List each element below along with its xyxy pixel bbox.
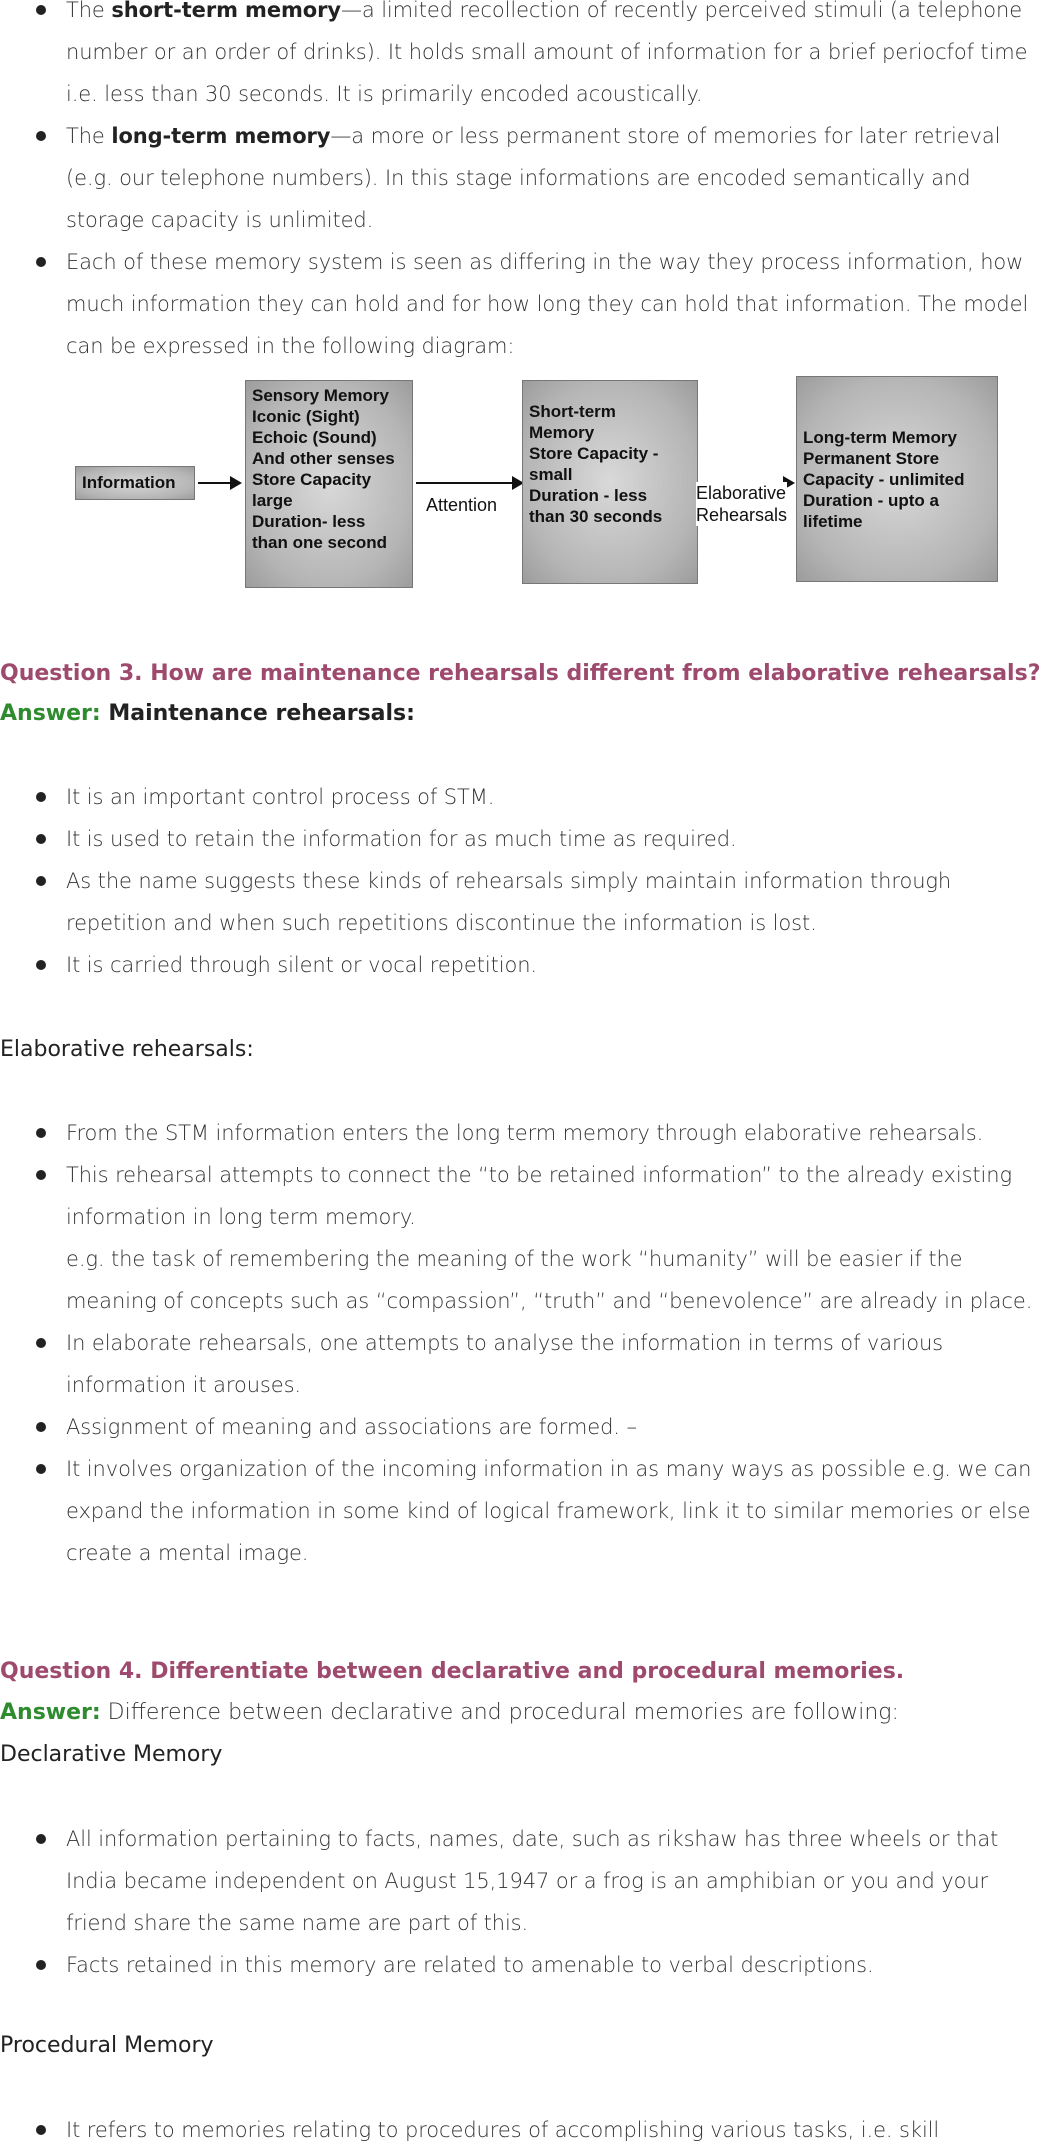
long-term-line: Duration - upto a	[803, 491, 939, 510]
short-term-line: Store Capacity -	[529, 444, 659, 463]
procedural-heading: Procedural Memory	[0, 2033, 214, 2058]
sensory-line: Store Capacity	[252, 470, 372, 489]
attention-label: Attention	[426, 495, 498, 515]
list-item	[0, 1154, 1055, 1322]
sensory-memory-box	[245, 380, 413, 588]
elaborative-rehearsals-list	[0, 1112, 1055, 1574]
short-term-line: Duration - less	[529, 486, 648, 505]
long-term-line: Long-term Memory	[803, 428, 957, 447]
short-term-line: than 30 seconds	[529, 507, 663, 526]
list-item: As the name suggests these kinds of rehearsals simply maintain information through repetition and when such repetitions discontinue the information is lost.	[0, 860, 1055, 944]
term-long-term-memory: long-term memory	[111, 124, 331, 148]
answer-label: Answer:	[0, 1700, 101, 1725]
list-item: From the STM information enters the long term memory through elaborative rehearsals.	[0, 1112, 1055, 1154]
question-3: Question 3. How are maintenance rehearsals different from elaborative rehearsals?	[0, 661, 1041, 686]
term-short-term-memory: short-term memory	[111, 0, 341, 22]
answer-text: Difference between declarative and procedural memories are following:	[100, 1700, 899, 1725]
short-term-line: Memory	[529, 423, 595, 442]
answer-4	[0, 1693, 899, 1733]
list-item-each-system: Each of these memory system is seen as differing in the way they process information, how much information they can hold and for how long they can hold that information. The model can be expressed in the following diagram:	[0, 241, 1055, 367]
long-term-line: Permanent Store	[803, 449, 940, 468]
answer-label: Answer:	[0, 701, 101, 726]
sensory-line: Sensory Memory	[252, 386, 389, 405]
list-item: Facts retained in this memory are related to amenable to verbal descriptions.	[0, 1944, 1055, 1986]
list-item: It is an important control process of STM.	[0, 776, 1055, 818]
bullet-text: The	[66, 0, 112, 22]
question-4: Question 4. Differentiate between declarative and procedural memories.	[0, 1659, 905, 1684]
declarative-heading: Declarative Memory	[0, 1742, 223, 1767]
elaborative-line: Elaborative	[696, 483, 787, 503]
sensory-line: And other senses	[252, 449, 395, 468]
long-term-line: lifetime	[803, 512, 863, 531]
bullet-text: This rehearsal attempts to connect the “to be retained information” to the already existing information in long term memory.	[66, 1163, 1012, 1229]
short-term-line: Short-term	[529, 402, 616, 421]
arrow-icon	[198, 482, 240, 484]
list-item: It is used to retain the information for as much time as required.	[0, 818, 1055, 860]
memory-model-diagram	[60, 372, 1010, 592]
bullet-text: —a limited recollection of recently perceived stimuli (a telephone number or an order of drinks). It holds small amount of information for a brief periocfof time i.e. less than 30 seconds. It is primarily encoded acoustically.	[66, 0, 1028, 106]
long-term-memory-box	[796, 376, 998, 582]
elaborative-heading: Elaborative rehearsals:	[0, 1037, 254, 1062]
elaborative-line: Rehearsals	[696, 505, 788, 525]
list-item: It refers to memories relating to procedures of accomplishing various tasks, i.e. skill	[0, 2109, 1055, 2151]
example-text: e.g. the task of remembering the meaning of the work “humanity” will be easier if the meaning of concepts such as “compassion”, “truth” and “benevolence” are already in place.	[66, 1247, 1033, 1313]
list-item: All information pertaining to facts, names, date, such as rikshaw has three wheels or that India became independent on August 15,1947 or a frog is an amphibian or you and your friend share the same name are part of this.	[0, 1818, 1055, 1944]
sensory-line: than one second	[252, 533, 388, 552]
information-box	[75, 466, 195, 500]
sensory-line: Echoic (Sound)	[252, 428, 377, 447]
answer-3	[0, 694, 415, 734]
bullet-text: —a more or less permanent store of memories for later retrieval (e.g. our telephone numbers). In this stage informations are encoded semantically and storage capacity is unlimited.	[66, 124, 1001, 232]
sensory-line: Iconic (Sight)	[252, 407, 360, 426]
arrow-icon	[416, 482, 522, 484]
maintenance-rehearsals-list	[0, 776, 1055, 986]
information-label: Information	[82, 473, 176, 492]
list-item: It is carried through silent or vocal repetition.	[0, 944, 1055, 986]
maintenance-heading: Maintenance rehearsals:	[100, 701, 415, 726]
list-item: It involves organization of the incoming information in as many ways as possible e.g. we can expand the information in some kind of logical framework, link it to similar memories or else create a mental image.	[0, 1448, 1055, 1574]
sensory-line: large	[252, 491, 293, 510]
bullet-text: The	[66, 124, 112, 148]
long-term-line: Capacity - unlimited	[803, 470, 965, 489]
list-item-stm	[0, 0, 1055, 115]
memory-types-list	[0, 0, 1055, 367]
short-term-memory-box	[522, 380, 698, 584]
list-item: Assignment of meaning and associations are formed. –	[0, 1406, 1055, 1448]
declarative-memory-list	[0, 1818, 1055, 1986]
short-term-line: small	[529, 465, 573, 484]
sensory-line: Duration- less	[252, 512, 366, 531]
elaborative-rehearsals-label	[696, 482, 787, 526]
list-item: In elaborate rehearsals, one attempts to analyse the information in terms of various information it arouses.	[0, 1322, 1055, 1406]
list-item-ltm	[0, 115, 1055, 241]
